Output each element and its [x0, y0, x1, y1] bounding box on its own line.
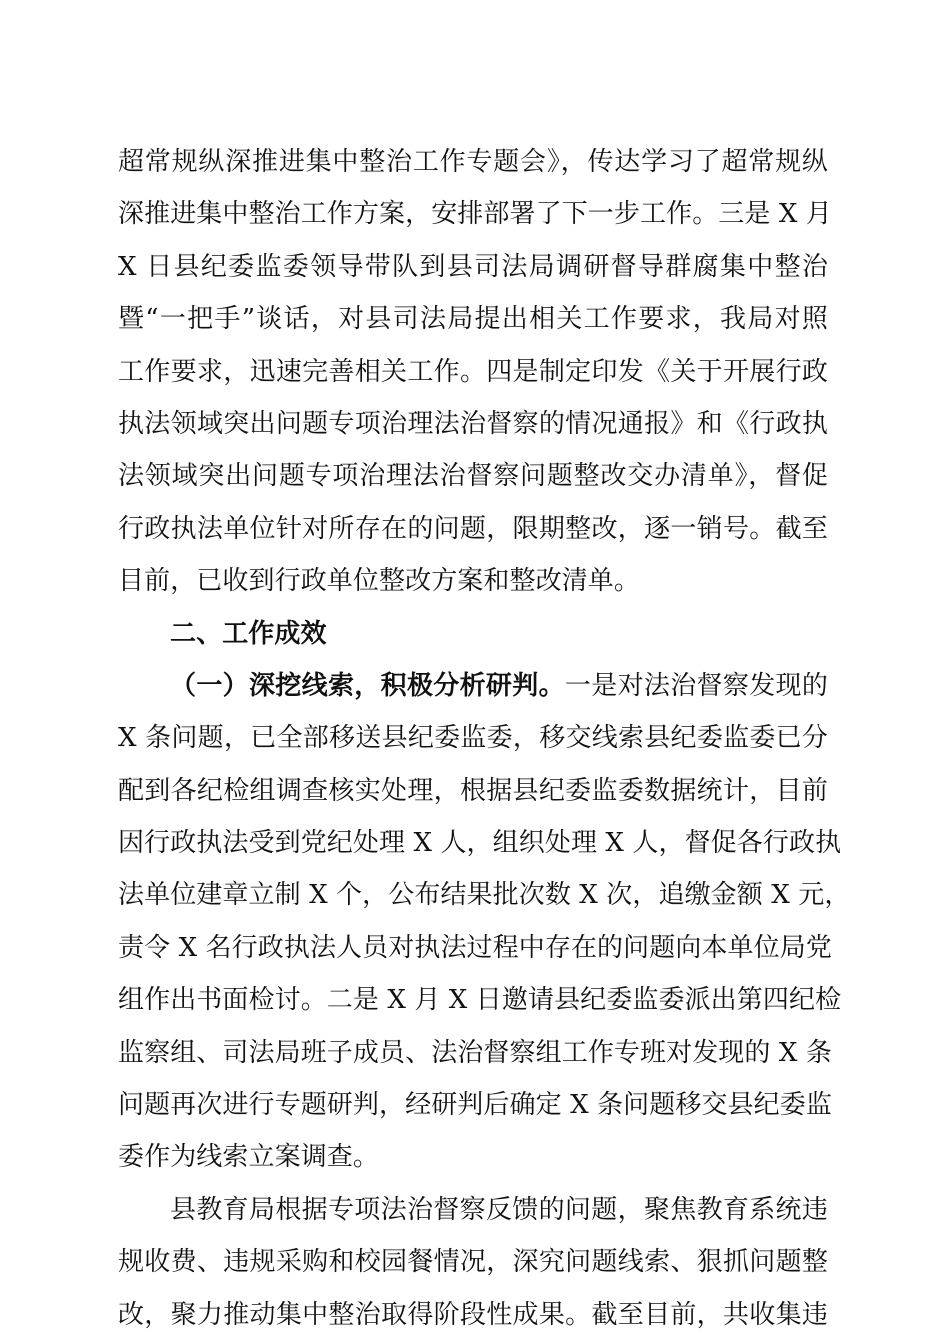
body-line: 因行政执法受到党纪处理 X 人，组织处理 X 人，督促各行政执 — [118, 828, 842, 859]
body-line: 问题再次进行专题研判，经研判后确定 X 条问题移交县纪委监 — [118, 1090, 832, 1121]
subsection-title: （一）深挖线索，积极分析研判。 — [170, 670, 565, 701]
body-line: 工作要求，迅速完善相关工作。四是制定印发《关于开展行政 — [118, 356, 828, 387]
body-line: X 日县纪委监委领导带队到县司法局调研督导群腐集中整治 — [118, 251, 828, 282]
body-line: 超常规纵深推进集中整治工作专题会》，传达学习了超常规纵 — [118, 147, 828, 177]
body-line: 改，聚力推动集中整治取得阶段性成果。截至目前，共收集违 — [118, 1299, 828, 1330]
body-line: 组作出书面检讨。二是 X 月 X 日邀请县纪委监委派出第四纪检 — [118, 985, 842, 1016]
body-line: 委作为线索立案调查。 — [118, 1142, 380, 1173]
body-line: 配到各纪检组调查核实处理，根据县纪委监委数据统计，目前 — [118, 775, 828, 806]
body-line: 监察组、司法局班子成员、法治督察组工作专班对发现的 X 条 — [118, 1037, 832, 1068]
subsection-first-line-text: 一是对法治督察发现的 — [564, 670, 828, 701]
body-line: 法单位建章立制 X 个，公布结果批次数 X 次，追缴金额 X 元， — [118, 880, 851, 911]
body-line: 执法领域突出问题专项治理法治督察的情况通报》和《行政执 — [118, 408, 828, 439]
body-line: 责令 X 名行政执法人员对执法过程中存在的问题向本单位局党 — [118, 932, 832, 963]
body-line: 目前，已收到行政单位整改方案和整改清单。 — [118, 566, 641, 597]
subsection-first-line — [118, 660, 828, 712]
document-body — [118, 136, 851, 1341]
body-line: X 条问题，已全部移送县纪委监委，移交线索县纪委监委已分 — [118, 723, 828, 754]
section-heading: 二、工作成效 — [170, 618, 327, 649]
paragraph-first-line: 县教育局根据专项法治督察反馈的问题，聚焦教育系统违 — [170, 1194, 828, 1225]
body-line: 法领域突出问题专项治理法治督察问题整改交办清单》，督促 — [118, 461, 828, 492]
body-line: 深推进集中整治工作方案，安排部署了下一步工作。三是 X 月 — [118, 199, 832, 230]
body-line: 规收费、违规采购和校园餐情况，深究问题线索、狠抓问题整 — [118, 1247, 828, 1278]
body-line: 暨“一把手”谈话，对县司法局提出相关工作要求，我局对照 — [118, 304, 828, 335]
body-line: 行政执法单位针对所存在的问题，限期整改，逐一销号。截至 — [118, 513, 828, 544]
